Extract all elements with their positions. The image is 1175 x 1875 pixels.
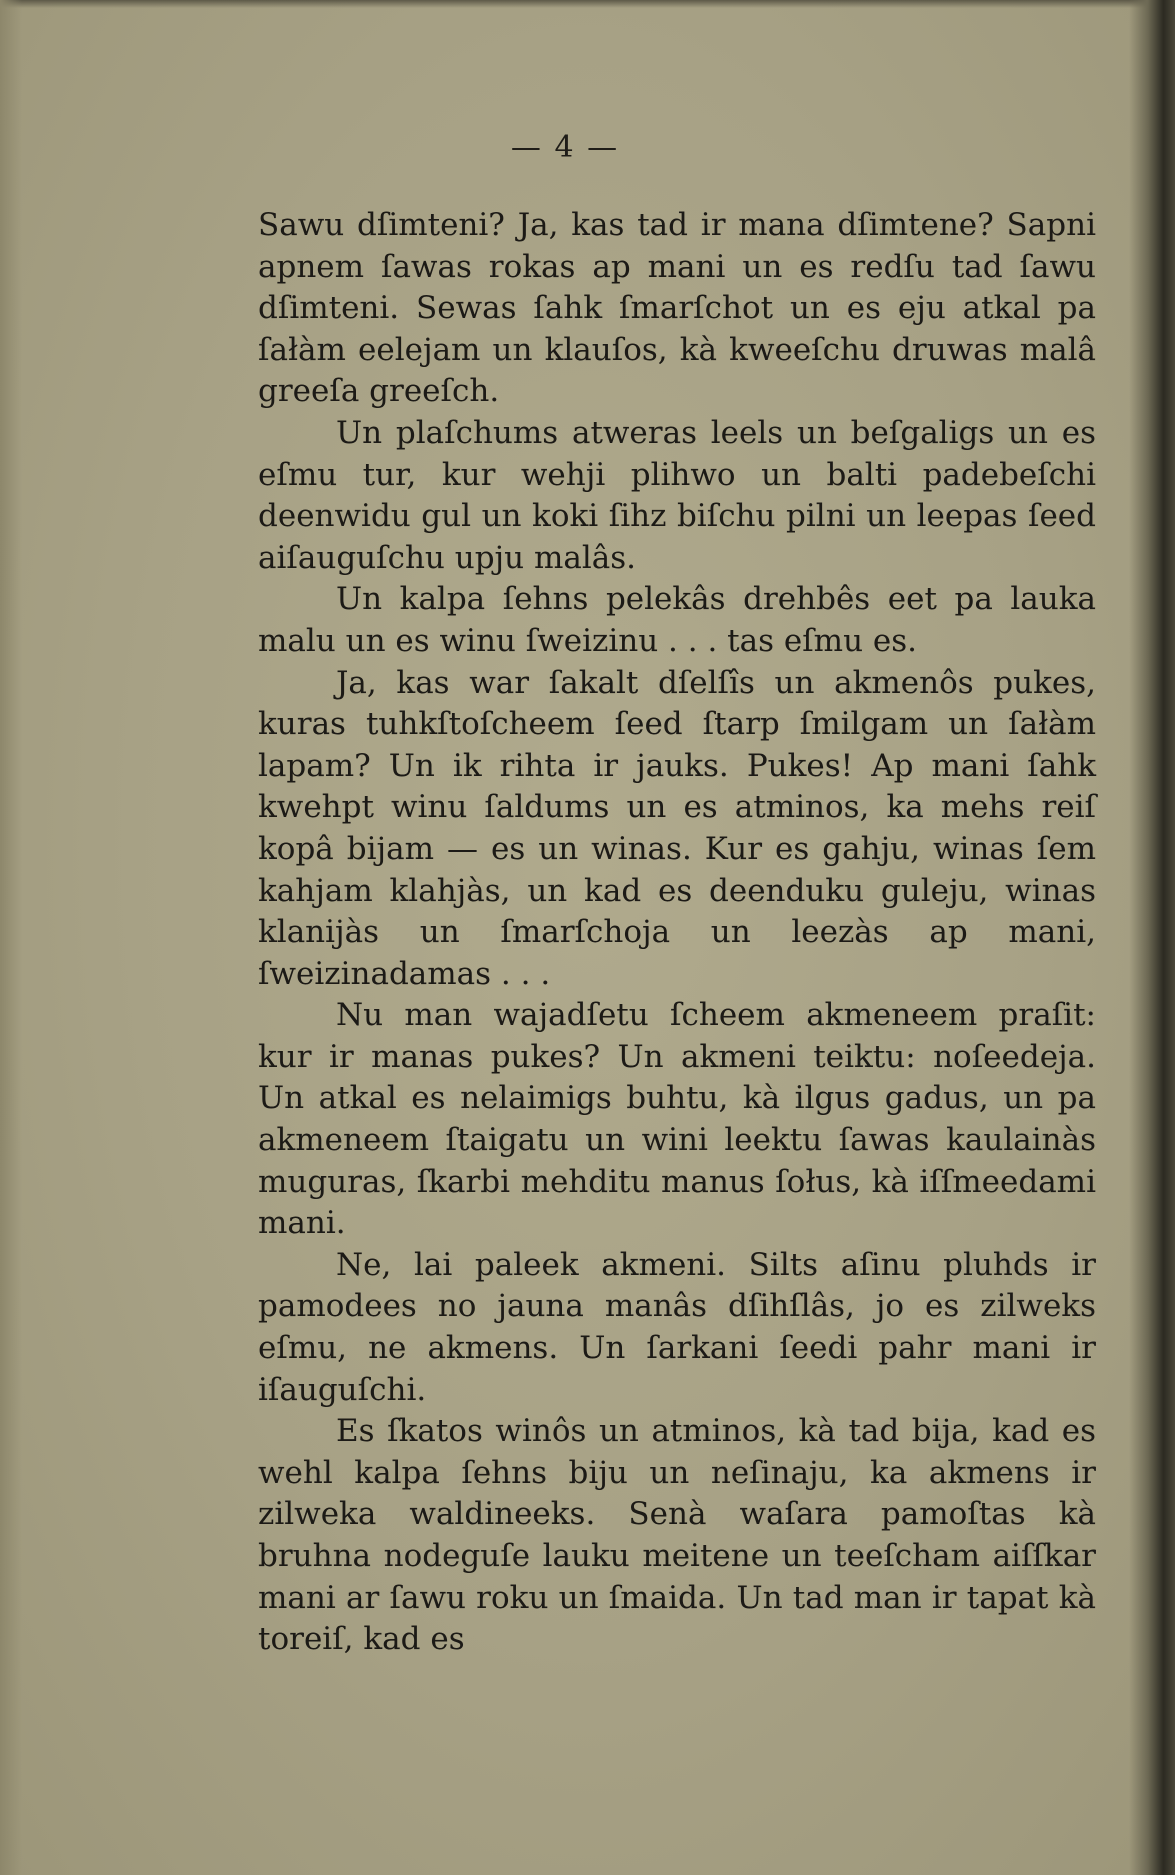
paragraph-6: Ne, lai paleek akmeni. Silts aſinu pluhds ir pamodees no jauna manâs dſihſlâs, jo es zilweks eſmu, ne akmens. Un ſarkani ſeedi pahr mani ir iſauguſchi. xyxy=(258,1246,1096,1408)
paragraph-2: Un plaſchums atweras leels un beſgaligs un es eſmu tur, kur wehji plihwo un balti padebeſchi deenwidu gul un koki ſihz biſchu pilni un leepas ſeed aiſauguſchu upju malâs. xyxy=(258,414,1096,576)
paragraph-3: Un kalpa ſehns pelekâs drehbês eet pa lauka malu un es winu ſweizinu . . . tas eſmu es. xyxy=(258,581,1096,659)
paragraph-7: Es ſkatos winôs un atminos, kà tad bija, kad es wehl kalpa ſehns biju un neſinaju, ka akmens ir zilweka waldineeks. Senà waſara pamoſtas kà bruhna nodeguſe lauku meitene un teeſcham aiſſkar mani ar ſawu roku un ſmaida. Un tad man ir tapat kà toreiſ, kad es xyxy=(258,1413,1096,1658)
body-text xyxy=(258,205,1096,1661)
page-left-edge-shadow xyxy=(0,0,22,1875)
page-top-edge-shadow xyxy=(0,0,1175,8)
page-right-edge-shadow xyxy=(1129,0,1175,1875)
paragraph-5: Nu man wajadſetu ſcheem akmeneem praſit: kur ir manas pukes? Un akmeni teiktu: noſeedeja. Un atkal es nelaimigs buhtu, kà ilgus gadus, un pa akmeneem ſtaigatu un wini leektu ſawas kaulainàs muguras, ſkarbi mehditu manus ſołus, kà iſſmeedami mani. xyxy=(258,997,1096,1242)
page-number: — 4 — xyxy=(510,130,620,165)
paragraph-4: Ja, kas war ſakalt dſelſîs un akmenôs pukes, kuras tuhkſtoſcheem ſeed ſtarp ſmilgam un ſałàm lapam? Un ik rihta ir jauks. Pukes! Ap mani ſahk kwehpt winu ſaldums un es atminos, ka mehs reiſ kopâ bijam — es un winas. Kur es gahju, winas ſem kahjam klahjàs, un kad es deenduku guleju, winas klanijàs un ſmarſchoja un leezàs ap mani, ſweizinadamas . . . xyxy=(258,664,1096,992)
paragraph-1: Sawu dſimteni? Ja, kas tad ir mana dſimtene? Sapni apnem ſawas rokas ap mani un es redſu tad ſawu dſimteni. Sewas ſahk ſmarſchot un es eju atkal pa ſałàm eelejam un klauſos, kà kweeſchu druwas malâ greeſa greeſch. xyxy=(258,207,1096,410)
